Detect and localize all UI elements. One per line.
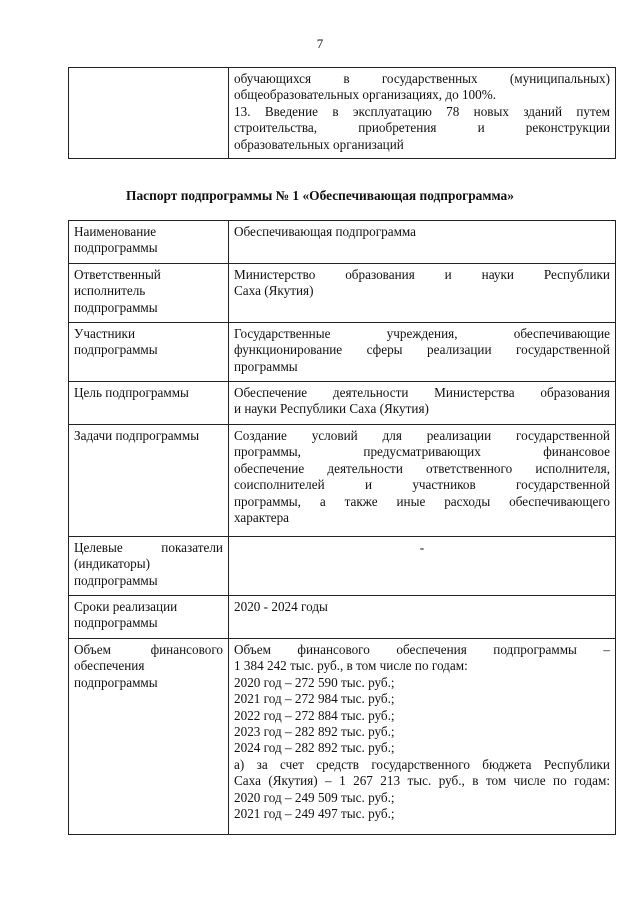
label-line: исполнитель — [74, 283, 146, 299]
passport-table — [68, 220, 616, 835]
value-line: 2021 год – 249 497 тыс. руб.; — [234, 806, 395, 822]
row-label-cell — [69, 537, 229, 596]
continuation-row — [69, 68, 616, 159]
table-row — [69, 382, 616, 425]
continuation-value-cell — [229, 68, 616, 159]
label-line: Участники — [74, 326, 136, 341]
value-line: и науки Республики Саха (Якутия) — [234, 401, 429, 417]
table-row — [69, 221, 616, 264]
value-line: программы, а также иные расходы обеспечивающего — [234, 493, 610, 509]
table-row — [69, 596, 616, 639]
label-line: обеспечения — [74, 658, 145, 674]
value-line: Саха (Якутия) – 1 267 213 тыс. руб., в том числе по годам: — [234, 773, 610, 789]
label-line: Объем финансового — [74, 642, 223, 657]
label-line: Цель подпрограммы — [74, 385, 189, 400]
label-line: Задачи подпрограммы — [74, 428, 200, 443]
label-line: подпрограммы — [74, 240, 158, 256]
row-value-cell — [229, 537, 616, 596]
value-line: Саха (Якутия) — [234, 283, 314, 299]
value-line: Министерство образования и науки Республики — [234, 267, 610, 282]
value-line: характера — [234, 510, 290, 526]
table-row — [69, 323, 616, 382]
value-line: Обеспечивающая подпрограмма — [234, 224, 417, 239]
value-line: а) за счет средств государственного бюджета Республики — [234, 756, 610, 772]
row-label-cell — [69, 323, 229, 382]
table-row — [69, 264, 616, 323]
text-line: образовательных организаций — [234, 136, 404, 152]
text-line: общеобразовательных организациях, до 100%. — [234, 87, 497, 103]
value-line: 2022 год – 272 884 тыс. руб.; — [234, 707, 395, 723]
row-label-cell — [69, 639, 229, 835]
label-line: подпрограммы — [74, 342, 158, 358]
text-line: строительства, приобретения и реконструкции — [234, 120, 610, 136]
continuation-label-cell — [69, 68, 229, 159]
page-number: 7 — [316, 36, 324, 51]
row-label-cell — [69, 382, 229, 425]
row-value-cell — [229, 221, 616, 264]
value-line: Объем финансового обеспечения подпрограммы – — [234, 642, 610, 657]
text-line: обучающихся в государственных (муниципальных) — [234, 71, 610, 86]
row-value-cell — [229, 323, 616, 382]
value-line: соисполнителей и участников государственной — [234, 477, 610, 493]
row-label-cell — [69, 221, 229, 264]
label-line: Сроки реализации — [74, 599, 178, 614]
row-value-cell — [229, 382, 616, 425]
continuation-table — [68, 67, 616, 159]
label-line: Ответственный — [74, 267, 161, 282]
value-line: Создание условий для реализации государственной — [234, 428, 610, 443]
label-line: подпрограммы — [74, 572, 158, 588]
value-line: Обеспечение деятельности Министерства образования — [234, 385, 610, 400]
row-label-cell — [69, 596, 229, 639]
label-line: подпрограммы — [74, 299, 158, 315]
row-label-cell — [69, 264, 229, 323]
value-line: - — [419, 540, 425, 555]
label-line: (индикаторы) — [74, 556, 151, 572]
label-line: Целевые показатели — [74, 540, 223, 555]
value-line: 2020 - 2024 годы — [234, 599, 328, 614]
label-line: подпрограммы — [74, 674, 158, 690]
value-line: 2021 год – 272 984 тыс. руб.; — [234, 691, 395, 707]
table-row — [69, 639, 616, 835]
text-line: 13. Введение в эксплуатацию 78 новых зданий путем — [234, 103, 610, 119]
value-line: 2020 год – 249 509 тыс. руб.; — [234, 789, 395, 805]
row-value-cell — [229, 639, 616, 835]
value-line: функционирование сферы реализации государственной — [234, 342, 610, 358]
row-value-cell — [229, 596, 616, 639]
row-value-cell — [229, 264, 616, 323]
value-line: 2023 год – 282 892 тыс. руб.; — [234, 724, 395, 740]
label-line: Наименование — [74, 224, 157, 239]
table-row — [69, 425, 616, 537]
value-line: 2024 год – 282 892 тыс. руб.; — [234, 740, 395, 756]
row-label-cell — [69, 425, 229, 537]
value-line: программы — [234, 358, 298, 374]
section-heading: Паспорт подпрограммы № 1 «Обеспечивающая подпрограмма» — [126, 188, 514, 203]
label-line: подпрограммы — [74, 615, 158, 631]
value-line: 1 384 242 тыс. руб., в том числе по годам: — [234, 658, 468, 674]
value-line: 2020 год – 272 590 тыс. руб.; — [234, 674, 395, 690]
value-line: программы, предусматривающих финансовое — [234, 444, 610, 460]
table-row — [69, 537, 616, 596]
value-line: обеспечение деятельности ответственного исполнителя, — [234, 460, 610, 476]
row-value-cell — [229, 425, 616, 537]
value-line: Государственные учреждения, обеспечивающие — [234, 326, 610, 341]
